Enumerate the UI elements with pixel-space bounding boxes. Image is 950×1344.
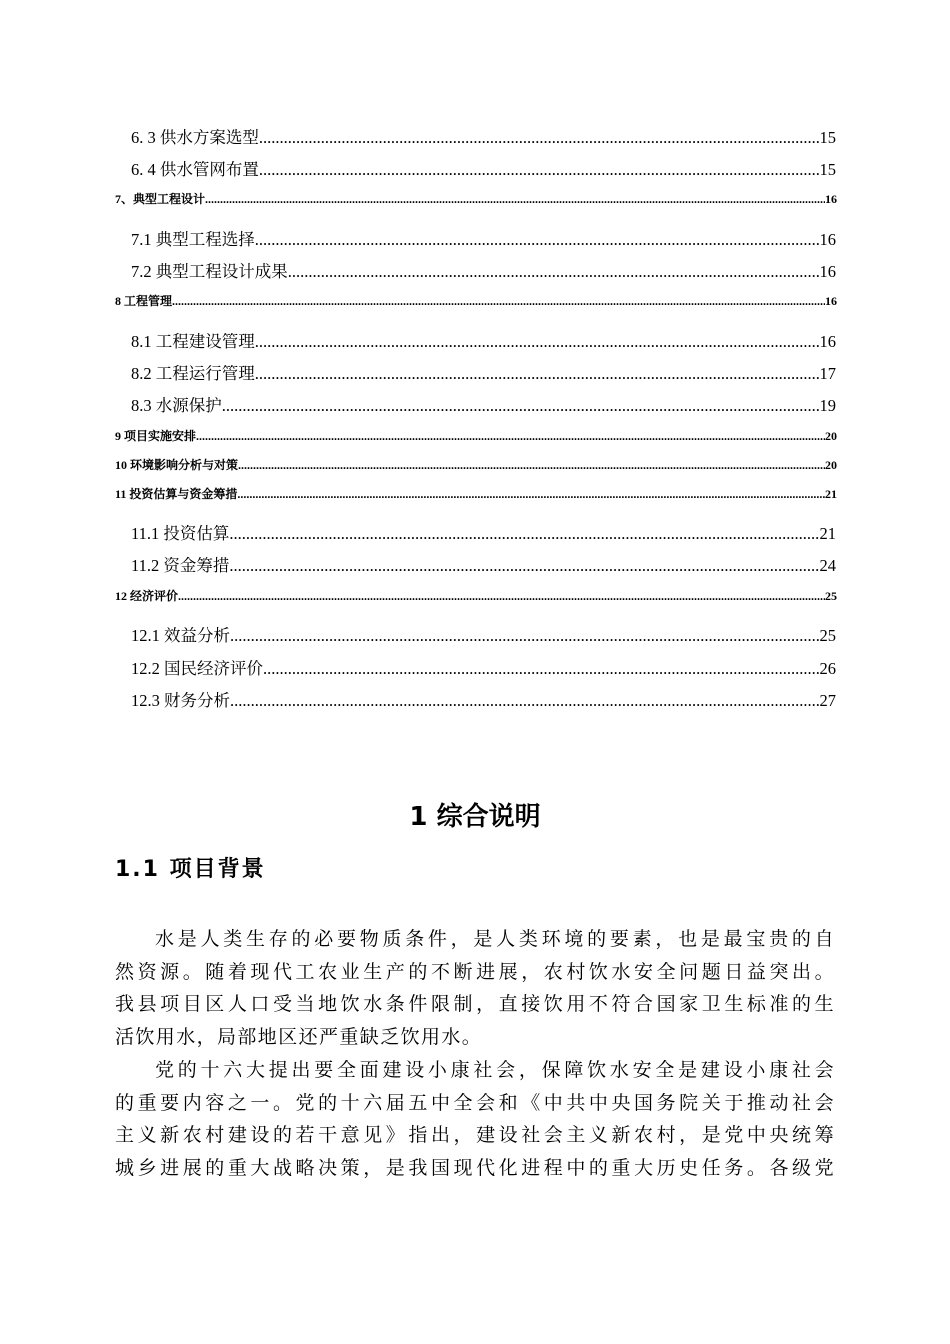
toc-entry[interactable] <box>131 622 836 646</box>
toc-entry-label: 8.3 水源保护 <box>131 396 222 415</box>
toc-entry[interactable] <box>115 292 837 309</box>
paragraph-line: 的重要内容之一。党的十六届五中全会和《中共中央国务院关于推动社会 <box>115 1091 835 1114</box>
toc-entry-page-number: 20 <box>825 429 837 443</box>
toc-entry[interactable] <box>131 655 836 679</box>
toc-entry-page-number: 16 <box>825 192 837 206</box>
toc-entry[interactable] <box>131 156 836 180</box>
paragraph-line: 主义新农村建设的若干意见》指出，建设社会主义新农村，是党中央统筹 <box>115 1124 835 1147</box>
toc-entry-page-number: 17 <box>819 364 836 383</box>
toc-entry-page-number: 24 <box>819 556 836 575</box>
toc-entry-label: 8 工程管理 <box>115 294 173 308</box>
toc-entry-page-number: 27 <box>819 691 836 710</box>
toc-entry-page-number: 16 <box>825 294 837 308</box>
toc-entry-page-number: 20 <box>825 458 837 472</box>
toc-entry[interactable] <box>131 687 836 711</box>
toc-entry-label: 12.2 国民经济评价 <box>131 659 263 678</box>
toc-entry-page-number: 16 <box>819 262 836 281</box>
toc-entry-page-number: 21 <box>819 524 836 543</box>
toc-entry-label: 6. 4 供水管网布置 <box>131 160 259 179</box>
paragraph-line: 城乡进展的重大战略决策，是我国现代化进程中的重大历史任务。各级党 <box>115 1156 835 1179</box>
toc-entry-label: 12 经济评价 <box>115 589 179 603</box>
toc-leader-dots <box>255 332 820 352</box>
toc-leader-dots <box>255 230 820 250</box>
chapter-title: 1 综合说明 <box>409 802 541 832</box>
toc-entry-label: 6. 3 供水方案选型 <box>131 128 259 147</box>
paragraph-line: 水是人类生存的必要物质条件，是人类环境的要素，也是最宝贵的自 <box>155 928 835 950</box>
toc-leader-dots <box>229 524 819 544</box>
toc-leader-dots <box>288 262 820 282</box>
toc-leader-dots <box>229 556 819 576</box>
paragraph-2 <box>115 1054 835 1184</box>
toc-entry-page-number: 15 <box>819 160 836 179</box>
toc-leader-dots <box>237 487 825 502</box>
toc-entry[interactable] <box>131 552 836 576</box>
toc-leader-dots <box>230 626 820 646</box>
toc-entry-page-number: 16 <box>819 332 836 351</box>
toc-entry-label: 11.1 投资估算 <box>131 524 230 543</box>
toc-leader-dots <box>259 160 820 180</box>
toc-entry-label: 12.1 效益分析 <box>131 626 230 645</box>
toc-entry-label: 9 项目实施安排 <box>115 429 197 443</box>
paragraph-1 <box>115 923 835 1053</box>
toc-entry[interactable] <box>131 360 836 384</box>
toc-leader-dots <box>178 589 825 604</box>
toc-entry[interactable] <box>115 485 837 502</box>
toc-entry-label: 7、典型工程设计 <box>115 192 206 206</box>
toc-leader-dots <box>205 192 825 207</box>
paragraph-line: 活饮用水，局部地区还严重缺乏饮用水。 <box>115 1025 483 1048</box>
toc-entry-page-number: 25 <box>819 626 836 645</box>
toc-entry[interactable] <box>131 328 836 352</box>
toc-entry-label: 8.1 工程建设管理 <box>131 332 255 351</box>
toc-leader-dots <box>196 429 825 444</box>
toc-leader-dots <box>259 128 820 148</box>
toc-entry[interactable] <box>115 190 837 207</box>
toc-entry-label: 12.3 财务分析 <box>131 691 230 710</box>
toc-leader-dots <box>238 458 825 473</box>
paragraph-line: 党的十六大提出要全面建设小康社会，保障饮水安全是建设小康社会 <box>155 1059 835 1081</box>
toc-leader-dots <box>222 396 820 416</box>
toc-entry-label: 10 环境影响分析与对策 <box>115 458 239 472</box>
toc-entry-label: 11.2 资金筹措 <box>131 556 230 575</box>
toc-entry[interactable] <box>131 226 836 250</box>
toc-leader-dots <box>230 691 820 711</box>
toc-entry-page-number: 16 <box>819 230 836 249</box>
toc-entry-page-number: 19 <box>819 396 836 415</box>
toc-leader-dots <box>255 364 820 384</box>
toc-entry[interactable] <box>115 456 837 473</box>
toc-entry[interactable] <box>131 392 836 416</box>
toc-entry[interactable] <box>115 587 837 604</box>
paragraph-line: 我县项目区人口受当地饮水条件限制，直接饮用不符合国家卫生标准的生 <box>115 993 835 1016</box>
toc-entry[interactable] <box>115 427 837 444</box>
toc-entry-label: 7.1 典型工程选择 <box>131 230 255 249</box>
toc-entry-label: 11 投资估算与资金筹措 <box>115 487 238 501</box>
section-title: 1.1 项目背景 <box>115 857 266 882</box>
toc-leader-dots <box>172 294 825 309</box>
toc-entry-label: 7.2 典型工程设计成果 <box>131 262 288 281</box>
paragraph-line: 然资源。随着现代工农业生产的不断进展，农村饮水安全问题日益突出。 <box>115 960 835 983</box>
toc-entry[interactable] <box>131 124 836 148</box>
toc-entry-page-number: 25 <box>825 589 837 603</box>
toc-entry-page-number: 26 <box>819 659 836 678</box>
toc-entry-page-number: 15 <box>819 128 836 147</box>
toc-entry-label: 8.2 工程运行管理 <box>131 364 255 383</box>
toc-entry[interactable] <box>131 258 836 282</box>
toc-entry-page-number: 21 <box>825 487 837 501</box>
toc-leader-dots <box>263 659 820 679</box>
toc-entry[interactable] <box>131 520 836 544</box>
